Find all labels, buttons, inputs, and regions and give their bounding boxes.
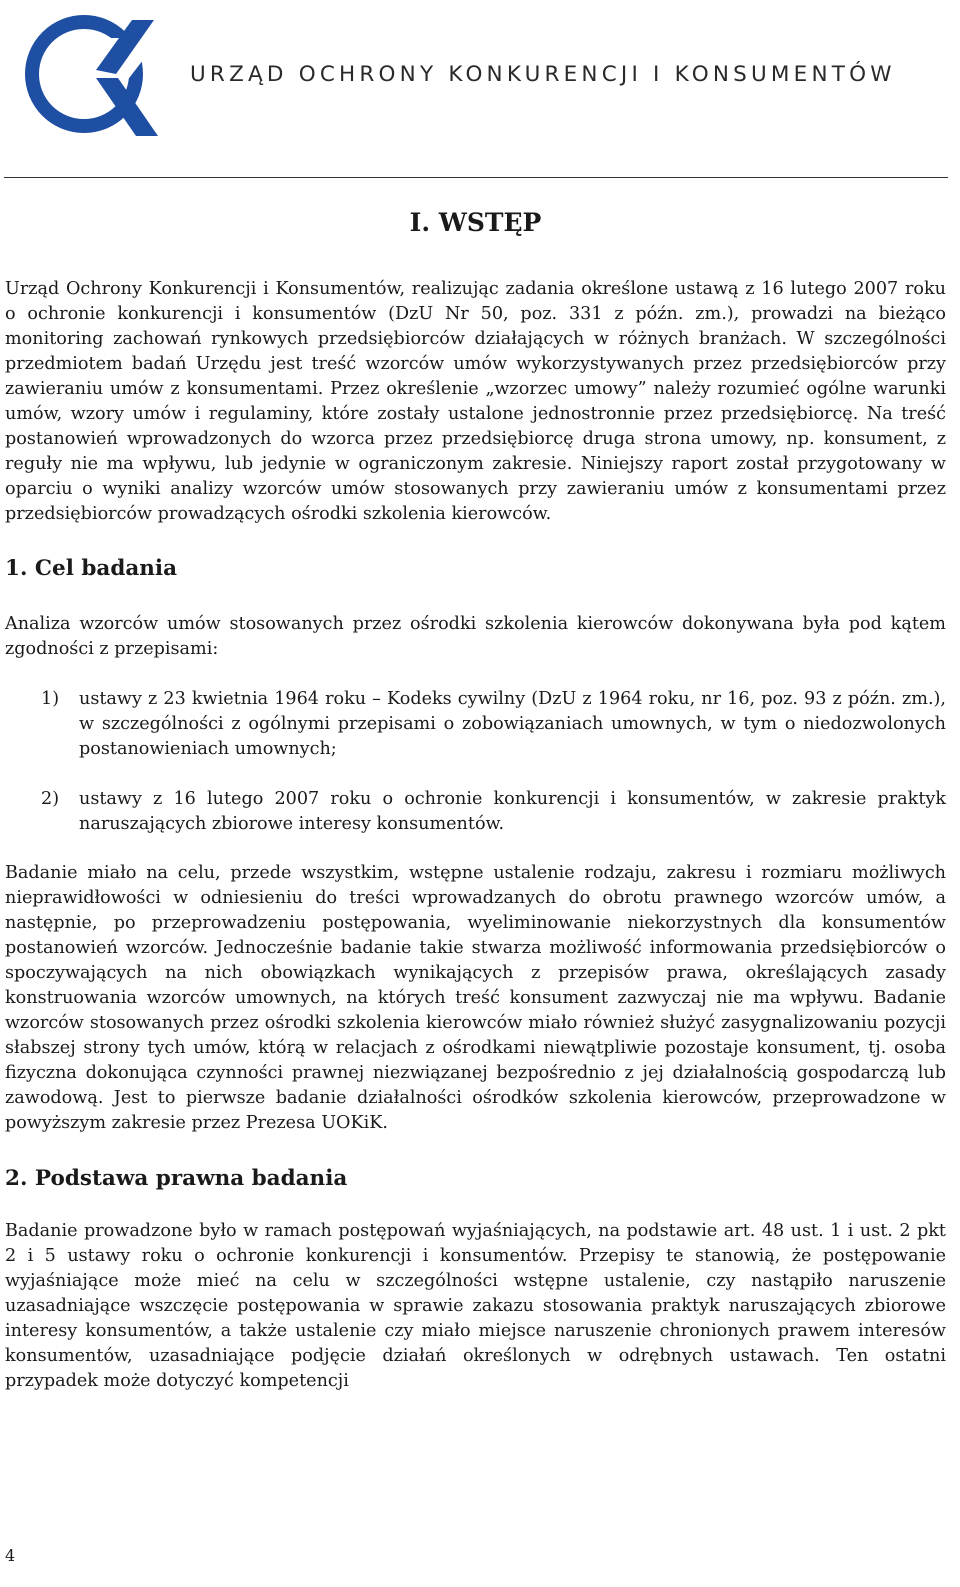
list-item	[5, 687, 946, 762]
heading-cel-badania: 1. Cel badania	[5, 556, 178, 581]
list-number: 2)	[41, 789, 60, 809]
heading-podstawa-prawna: 2. Podstawa prawna badania	[5, 1166, 348, 1191]
cel-body-paragraph: Badanie miało na celu, przede wszystkim, wstępne ustalenie rodzaju, zakresu i rozmiaru możliwych nieprawidłowości w odniesieniu do treści wprowadzanych do obrotu prawnego wzorców umów, a następnie, po przeprowadzeniu postępowania, wyeliminowanie niekorzystnych dla konsumentów postanowień wzorców. Jednocześnie badanie takie stwarza możliwość informowania przedsiębiorców o spoczywających na nich obowiązkach wynikających z przepisów prawa, określających zasady konstruowania wzorców umownych, na których treść konsument zazwyczaj nie ma wpływu. Badanie wzorców stosowanych przez ośrodki szkolenia kierowców miało również służyć zasygnalizowaniu pozycji słabszej strony tych umów, którą w relacjach z ośrodkami niewątpliwie pozostaje konsument, tj. osoba fizyczna dokonująca czynności prawnej niezwiązanej bezpośrednio z jej działalnością gospodarczą lub zawodową. Jest to pierwsze badanie działalności ośrodków szkolenia kierowców, przeprowadzone w powyższym zakresie przez Prezesa UOKiK.	[5, 863, 946, 1133]
page-number: 4	[5, 1546, 16, 1565]
list-text: ustawy z 16 lutego 2007 roku o ochronie konkurencji i konsumentów, w zakresie praktyk naruszających zbiorowe interesy konsumentów.	[79, 789, 946, 834]
cel-lead-paragraph: Analiza wzorców umów stosowanych przez ośrodki szkolenia kierowców dokonywana była pod kątem zgodności z przepisami:	[5, 614, 946, 659]
page-header	[0, 0, 960, 182]
section-title: I. WSTĘP	[409, 208, 542, 237]
document-body	[5, 208, 946, 1394]
podstawa-body-paragraph: Badanie prowadzone było w ramach postępowań wyjaśniających, na podstawie art. 48 ust. 1 i ust. 2 pkt 2 i 5 ustawy roku o ochronie konkurencji i konsumentów. Przepisy te stanowią, że postępowanie wyjaśniające może mieć na celu w szczególności wstępne ustalenie, czy nastąpiło naruszenie uzasadniające wszczęcie postępowania w sprawie zakazu stosowania praktyk naruszających zbiorowe interesy konsumentów, a także ustalenie czy miało miejsce naruszenie chronionych prawem interesów konsumentów, uzasadniające podjęcie działań określonych w odrębnych ustawach. Ten ostatni przypadek może dotyczyć kompetencji	[5, 1221, 946, 1391]
org-name: URZĄD OCHRONY KONKURENCJI I KONSUMENTÓW	[190, 62, 896, 87]
intro-paragraph: Urząd Ochrony Konkurencji i Konsumentów, realizując zadania określone ustawą z 16 lutego 2007 roku o ochronie konkurencji i konsumentów (DzU Nr 50, poz. 331 z późn. zm.), prowadzi na bieżąco monitoring zachowań rynkowych przedsiębiorców działających w różnych branżach. W szczególności przedmiotem badań Urzędu jest treść wzorców umów wykorzystywanych przez przedsiębiorców przy zawieraniu umów z konsumentami. Przez określenie „wzorzec umowy” należy rozumieć ogólne warunki umów, wzory umów i regulaminy, które zostały ustalone jednostronnie przez przedsiębiorcę. Na treść postanowień wprowadzonych do wzorca przez przedsiębiorcę druga strona umowy, np. konsument, z reguły nie ma wpływu, lub jedynie w ograniczonym zakresie. Niniejszy raport został przygotowany w oparciu o wyniki analizy wzorców umów stosowanych przy zawieraniu umów z konsumentami przez przedsiębiorców prowadzących ośrodki szkolenia kierowców.	[5, 279, 946, 524]
legal-basis-list	[5, 687, 946, 837]
uokik-logo-icon	[22, 8, 162, 140]
list-text: ustawy z 23 kwietnia 1964 roku – Kodeks cywilny (DzU z 1964 roku, nr 16, poz. 93 z późn. zm.), w szczególności z ogólnymi przepisami o zobowiązaniach umownych, w tym o niedozwolonych postanowieniach umownych;	[79, 689, 946, 759]
list-item	[5, 787, 946, 837]
header-divider	[4, 177, 948, 178]
list-number: 1)	[41, 689, 60, 709]
